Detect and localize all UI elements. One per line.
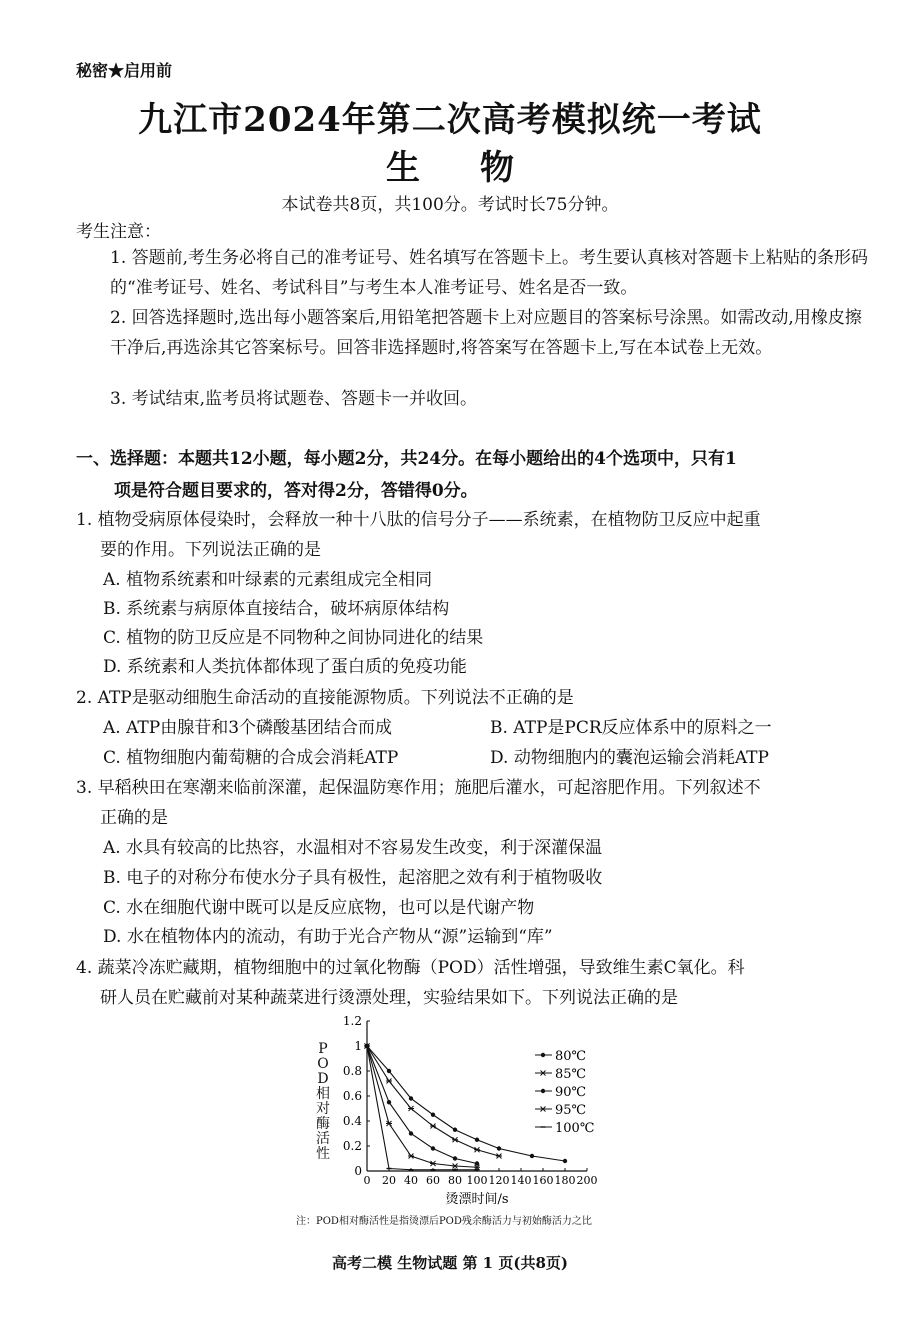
question-2-stem [76,683,866,713]
x-tick-label: 180 [554,1174,576,1187]
series-line [367,1046,499,1156]
x-tick-label: 0 [363,1174,371,1187]
data-point [541,1053,545,1057]
data-point [453,1128,457,1132]
data-point [408,1106,414,1111]
notice-item-1: 1. 答题前,考生务必将自己的准考证号、姓名填写在答题卡上。考生要认真核对答题卡上粘贴的条形码的“准考证号、姓名、考试科目”与考生本人准考证号、姓名是否一致。 [110,248,869,298]
data-point [431,1113,435,1117]
y-tick-label: 1.2 [342,1014,362,1028]
chart-legend [535,1049,594,1136]
section-line-1: 一、选择题：本题共12小题，每小题2分，共24分。在每小题给出的4个选项中，只有1 [76,449,737,469]
notice-item-3: 3. 考试结束,监考员将试题卷、答题卡一并收回。 [110,389,478,409]
data-point [409,1096,413,1100]
x-tick-label: 40 [404,1174,418,1187]
question-2-option-c: C. 植物细胞内葡萄糖的合成会消耗ATP [103,748,399,768]
data-point [475,1138,479,1142]
question-4-line-2: 研人员在贮藏前对某种蔬菜进行烫漂处理，实验结果如下。下列说法正确的是 [100,988,678,1008]
question-3-line-2: 正确的是 [100,808,168,828]
data-point [453,1156,457,1160]
x-tick-label: 160 [532,1174,554,1187]
confidential-mark: 秘密★启用前 [76,61,173,80]
pod-activity-chart [290,1010,710,1230]
y-tick-label: 0.4 [342,1114,362,1128]
chart-x-axis-label: 烫漂时间/s [445,1192,509,1207]
question-3-option-d: D. 水在植物体内的流动，有助于光合产物从“源”运输到“库” [103,927,553,947]
data-point [387,1069,391,1073]
y-tick-label: 1 [354,1039,362,1053]
question-2-line-1: 2. ATP是驱动细胞生命活动的直接能源物质。下列说法不正确的是 [76,688,574,708]
chart-series-group [364,1044,567,1170]
legend-item [535,1049,586,1064]
question-3-option-a: A. 水具有较高的比热容，水温相对不容易发生改变，利于深灌保温 [103,838,603,858]
y-tick-label: 0.2 [342,1139,362,1153]
y-tick-label: 0.8 [342,1064,362,1078]
y-tick-label: 0 [354,1164,362,1178]
legend-item [535,1103,586,1118]
chart-note: 注：POD相对酶活性是指烫漂后POD残余酶活力与初始酶活力之比 [296,1216,592,1227]
question-1-line-1: 1. 植物受病原体侵染时，会释放一种十八肽的信号分子——系统素，在植物防卫反应中起重 [76,510,761,530]
data-point [496,1154,502,1159]
data-point [541,1089,545,1093]
question-1-line-2: 要的作用。下列说法正确的是 [100,540,321,560]
question-1-option-c: C. 植物的防卫反应是不同物种之间协同进化的结果 [103,628,484,648]
legend-item [535,1121,594,1136]
question-1-option-b: B. 系统素与病原体直接结合，破坏病原体结构 [103,599,450,619]
x-tick-label: 120 [488,1174,510,1187]
x-tick-label: 80 [448,1174,462,1187]
x-tick-label: 100 [466,1174,488,1187]
legend-label: 85℃ [555,1067,587,1082]
section-line-2: 项是符合题目要求的，答对得2分，答错得0分。 [114,481,478,501]
data-point [452,1164,458,1169]
legend-label: 100℃ [555,1121,595,1136]
data-point [387,1100,391,1104]
y-tick-label: 0.6 [342,1089,362,1103]
question-3-option-c: C. 水在细胞代谢中既可以是反应底物，也可以是代谢产物 [103,898,535,918]
data-point [563,1159,567,1163]
data-point [452,1137,458,1142]
series-line [367,1046,565,1161]
page-footer: 高考二模 生物试题 第 1 页(共8页) [332,1254,568,1272]
question-1-stem [76,505,866,565]
data-point [540,1107,546,1112]
exam-title: 九江市2024年第二次高考模拟统一考试 [138,100,762,140]
legend-item [535,1085,586,1100]
data-point [540,1071,546,1076]
legend-label: 90℃ [555,1085,587,1100]
notice-item-2: 2. 回答选择题时,选出每小题答案后,用铅笔把答题卡上对应题目的答案标号涂黑。如需改动,用橡皮擦干净后,再选涂其它答案标号。回答非选择题时,将答案写在答题卡上,写在本试卷上无效。 [110,308,862,358]
data-point [430,1161,436,1166]
question-4-stem [76,953,866,1013]
series-3 [365,1044,479,1166]
series-5 [365,1046,480,1170]
question-2-option-b: B. ATP是PCR反应体系中的原料之一 [490,718,772,738]
notice-heading: 考生注意： [76,222,161,242]
x-tick-label: 200 [576,1174,598,1187]
data-point [386,1079,392,1084]
question-2-option-d: D. 动物细胞内的囊泡运输会消耗ATP [490,748,769,768]
data-point [409,1131,413,1135]
data-point [408,1154,414,1159]
question-3-line-1: 3. 早稻秧田在寒潮来临前深灌，起保温防寒作用；施肥后灌水，可起溶肥作用。下列叙述不 [76,778,761,798]
question-2-option-a: A. ATP由腺苷和3个磷酸基团结合而成 [103,718,393,738]
question-3-stem [76,773,866,833]
data-point [497,1146,501,1150]
data-point [474,1147,480,1152]
data-point [430,1124,436,1129]
legend-label: 80℃ [555,1049,587,1064]
legend-item [535,1067,586,1082]
exam-info: 本试卷共8页，共100分。考试时长75分钟。 [281,195,619,215]
question-4-line-1: 4. 蔬菜冷冻贮藏期，植物细胞中的过氧化物酶（POD）活性增强，导致维生素C氧化。科 [76,958,745,978]
question-1-option-d: D. 系统素和人类抗体都体现了蛋白质的免疫功能 [103,657,467,677]
x-tick-label: 60 [426,1174,440,1187]
chart-y-axis-label: POD相对酶活性 [316,1041,330,1162]
x-tick-label: 20 [382,1174,396,1187]
question-3-option-b: B. 电子的对称分布使水分子具有极性，起溶肥之效有利于植物吸收 [103,868,603,888]
subject-title: 生物 [386,148,574,188]
legend-label: 95℃ [555,1103,587,1118]
section-heading [76,443,876,507]
data-point [530,1154,534,1158]
data-point [431,1146,435,1150]
chart-axes [343,1014,598,1187]
question-1-option-a: A. 植物系统素和叶绿素的元素组成完全相同 [103,570,433,590]
x-tick-label: 140 [510,1174,532,1187]
